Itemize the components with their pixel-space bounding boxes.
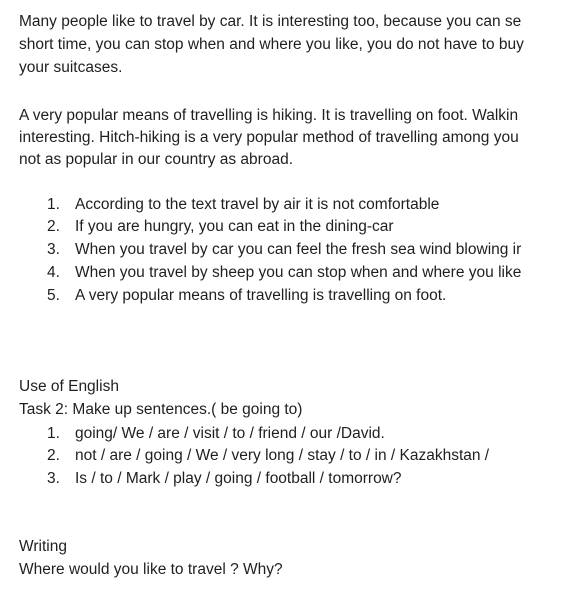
- paragraph-line: A very popular means of travelling is hiking. It is travelling on foot. Walkin: [19, 107, 519, 124]
- list-number: 1.: [47, 425, 60, 442]
- list-text: If you are hungry, you can eat in the dining-car: [75, 218, 394, 235]
- list-text: not / are / going / We / very long / stay / to / in / Kazakhstan /: [75, 447, 490, 464]
- paragraph-line: your suitcases.: [19, 59, 123, 76]
- list-number: 2.: [47, 218, 60, 235]
- task-instruction: Task 2: Make up sentences.( be going to): [19, 401, 303, 418]
- paragraph-line: Many people like to travel by car. It is interesting too, because you can se: [19, 13, 522, 30]
- list-text: According to the text travel by air it is not comfortable: [75, 196, 440, 213]
- list-text: Is / to / Mark / play / going / football / tomorrow?: [75, 470, 402, 487]
- paragraph-line: interesting. Hitch-hiking is a very popular method of travelling among you: [19, 129, 519, 146]
- list-number: 3.: [47, 470, 60, 487]
- paragraph-line: not as popular in our country as abroad.: [19, 151, 294, 168]
- list-text: A very popular means of travelling is travelling on foot.: [75, 287, 447, 304]
- list-number: 2.: [47, 447, 60, 464]
- list-text: When you travel by car you can feel the fresh sea wind blowing ir: [75, 241, 522, 258]
- list-number: 1.: [47, 196, 60, 213]
- paragraph-line: short time, you can stop when and where you like, you do not have to buy: [19, 36, 524, 53]
- section-heading: Use of English: [19, 378, 119, 395]
- list-number: 4.: [47, 264, 60, 281]
- writing-question: Where would you like to travel ? Why?: [19, 561, 283, 578]
- list-text: going/ We / are / visit / to / friend / our /David.: [75, 425, 385, 442]
- list-number: 3.: [47, 241, 60, 258]
- list-number: 5.: [47, 287, 60, 304]
- list-text: When you travel by sheep you can stop when and where you like: [75, 264, 522, 281]
- section-heading: Writing: [19, 538, 67, 555]
